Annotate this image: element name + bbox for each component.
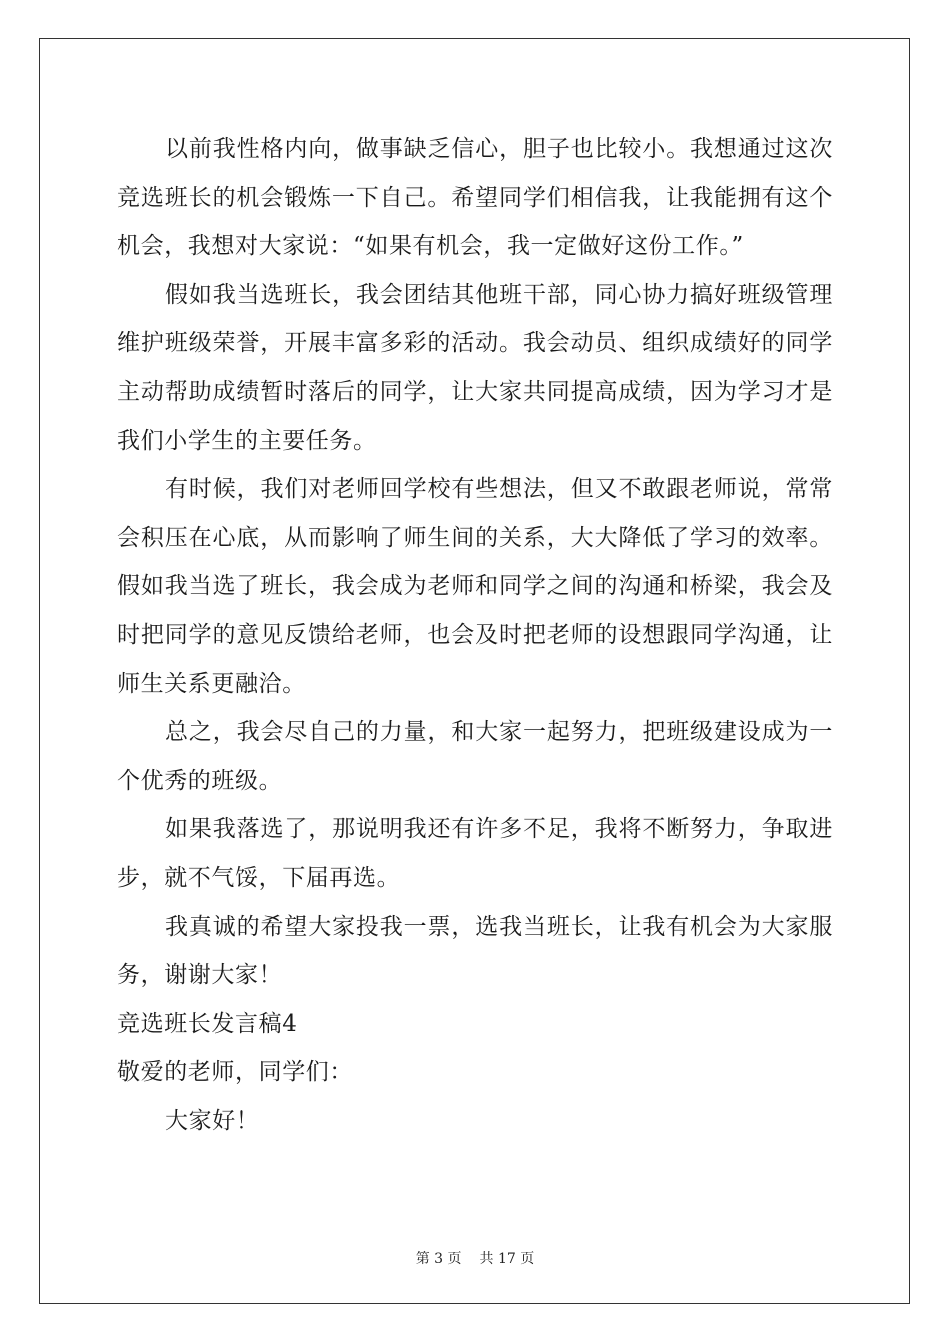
paragraph-3: 有时候，我们对老师回学校有些想法，但又不敢跟老师说，常常会积压在心底，从而影响了师生间的关系，大大降低了学习的效率。假如我当选了班长，我会成为老师和同学之间的沟通和桥梁，我会及时把同学的意见反馈给老师，也会及时把老师的设想跟同学沟通，让师生关系更融洽。 xyxy=(117,476,833,697)
paragraph-4: 总之，我会尽自己的力量，和大家一起努力，把班级建设成为一个优秀的班级。 xyxy=(117,719,833,794)
page-total: 共 17 页 xyxy=(479,1251,535,1267)
page-number: 第 3 页 xyxy=(415,1251,462,1267)
paragraph-5: 如果我落选了，那说明我还有许多不足，我将不断努力，争取进步，就不气馁，下届再选。 xyxy=(117,816,833,891)
paragraph-1: 以前我性格内向，做事缺乏信心，胆子也比较小。我想通过这次竞选班长的机会锻炼一下自己。希望同学们相信我，让我能拥有这个机会，我想对大家说：“如果有机会，我一定做好这份工作。” xyxy=(117,136,833,260)
paragraph-6: 我真诚的希望大家投我一票，选我当班长，让我有机会为大家服务，谢谢大家！ xyxy=(117,913,833,989)
section-heading: 竞选班长发言稿4 xyxy=(117,1010,298,1037)
document-body xyxy=(117,125,833,1145)
salutation: 敬爱的老师，同学们： xyxy=(117,1059,353,1086)
page-footer xyxy=(0,1248,950,1268)
paragraph-2: 假如我当选班长，我会团结其他班干部，同心协力搞好班级管理维护班级荣誉，开展丰富多彩的活动。我会动员、组织成绩好的同学主动帮助成绩暂时落后的同学，让大家共同提高成绩，因为学习才是我们小学生的主要任务。 xyxy=(117,281,833,454)
greeting: 大家好！ xyxy=(165,1107,260,1134)
